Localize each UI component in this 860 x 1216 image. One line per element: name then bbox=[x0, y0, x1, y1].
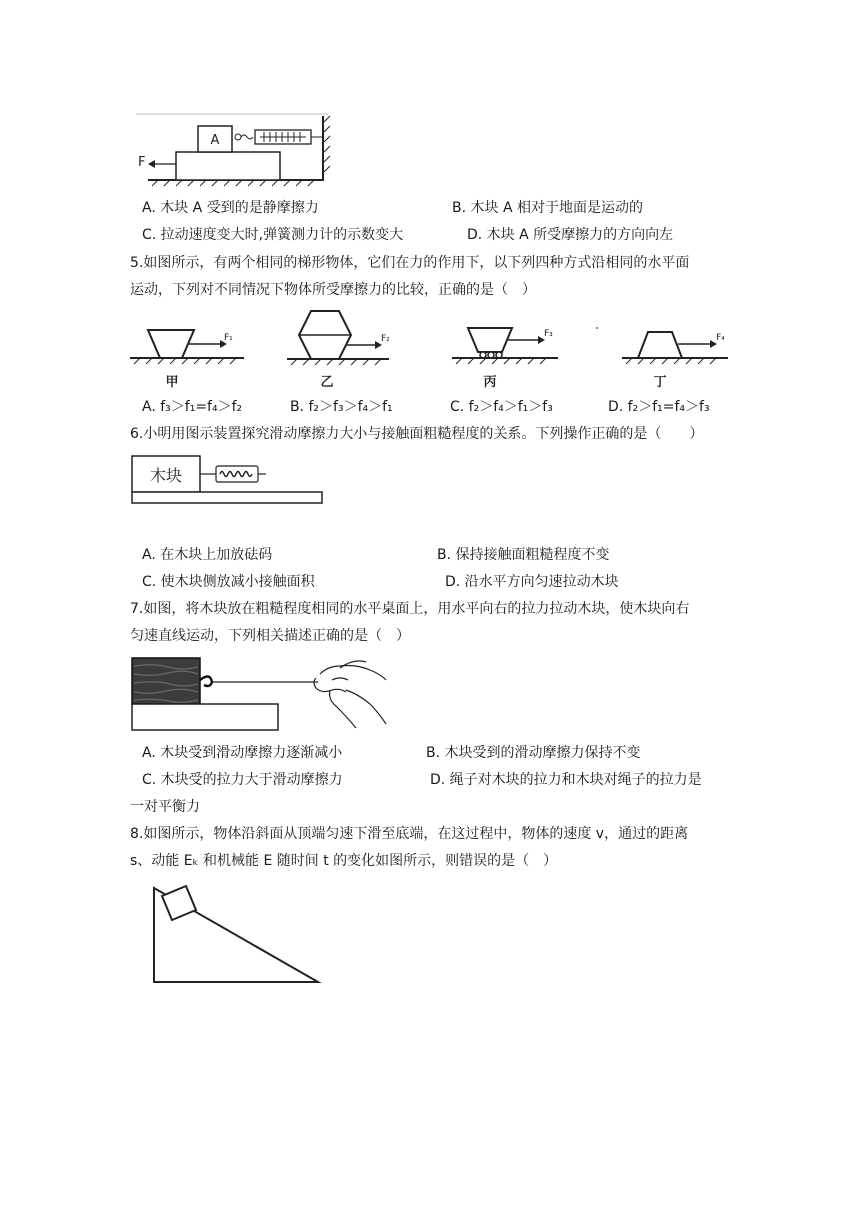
q7-stem-line2: 匀速直线运动，下列相关描述正确的是（ ） bbox=[130, 628, 410, 644]
q7-option-d-cont: 一对平衡力 bbox=[130, 799, 200, 815]
q6-option-a: A. 在木块上加放砝码 bbox=[142, 547, 273, 563]
q5-force-f4: F₄ bbox=[716, 333, 725, 343]
q6-figure bbox=[130, 452, 326, 508]
q7-option-d: D. 绳子对木块的拉力和木块对绳子的拉力是 bbox=[430, 772, 702, 788]
q4-force-label: F bbox=[138, 155, 146, 170]
q5-label-jia: 甲 bbox=[165, 375, 179, 390]
q6-option-c: C. 使木块侧放减小接触面积 bbox=[142, 574, 315, 590]
q6-stem: 6.小明用图示装置探究滑动摩擦力大小与接触面粗糙程度的关系。下列操作正确的是（ ） bbox=[130, 426, 704, 442]
q8-stem-line1: 8.如图所示，物体沿斜面从顶端匀速下滑至底端，在这过程中，物体的速度 v，通过的距离 bbox=[130, 826, 689, 842]
q5-figure-jia bbox=[128, 322, 248, 392]
q5-option-b: B. f₂＞f₃＞f₄＞f₁ bbox=[290, 399, 393, 415]
q5-figure-ding bbox=[620, 322, 740, 392]
q5-figure-yi bbox=[285, 303, 405, 392]
q5-force-f1: F₁ bbox=[224, 333, 233, 343]
q8-stem-line2: s、动能 Eₖ 和机械能 E 随时间 t 的变化如图所示，则错误的是（ ） bbox=[130, 853, 558, 869]
q5-force-f2: F₂ bbox=[381, 334, 390, 344]
q5-option-d: D. f₂＞f₁=f₄＞f₃ bbox=[608, 399, 710, 415]
q5-label-ding: 丁 bbox=[653, 375, 667, 390]
q5-label-bing: 丙 bbox=[483, 375, 497, 390]
q4-option-b: B. 木块 A 相对于地面是运动的 bbox=[452, 200, 643, 216]
q5-stem-line2: 运动，下列对不同情况下物体所受摩擦力的比较，正确的是（ ） bbox=[130, 282, 536, 298]
q4-block-label: A bbox=[210, 133, 220, 148]
q7-option-c: C. 木块受的拉力大于滑动摩擦力 bbox=[142, 772, 343, 788]
q5-option-c: C. f₂＞f₄＞f₁＞f₃ bbox=[450, 399, 553, 415]
q5-stem-line1: 5.如图所示，有两个相同的梯形物体，它们在力的作用下，以下列四种方式沿相同的水平面 bbox=[130, 255, 690, 271]
q5-force-f3: F₃ bbox=[544, 329, 553, 339]
q7-figure bbox=[130, 656, 392, 734]
q4-option-a: A. 木块 A 受到的是静摩擦力 bbox=[142, 200, 319, 216]
q6-option-d: D. 沿水平方向匀速拉动木块 bbox=[445, 574, 619, 590]
q4-figure bbox=[130, 112, 335, 186]
q5-figure-bing bbox=[450, 322, 570, 392]
q7-stem-line1: 7.如图，将木块放在粗糙程度相同的水平桌面上，用水平向右的拉力拉动木块，使木块向右 bbox=[130, 601, 690, 617]
q6-option-b: B. 保持接触面粗糙程度不变 bbox=[437, 547, 610, 563]
q7-option-b: B. 木块受到的滑动摩擦力保持不变 bbox=[426, 745, 641, 761]
q4-option-c: C. 拉动速度变大时,弹簧测力计的示数变大 bbox=[142, 227, 404, 243]
q6-block-label: 木块 bbox=[149, 466, 183, 485]
q4-option-d: D. 木块 A 所受摩擦力的方向向左 bbox=[467, 227, 674, 243]
q8-incline-figure bbox=[148, 884, 324, 986]
q5-label-yi: 乙 bbox=[320, 375, 334, 390]
q5-option-a: A. f₃＞f₁=f₄＞f₂ bbox=[142, 399, 243, 415]
stray-dot bbox=[596, 327, 598, 329]
q7-option-a: A. 木块受到滑动摩擦力逐渐减小 bbox=[142, 745, 343, 761]
